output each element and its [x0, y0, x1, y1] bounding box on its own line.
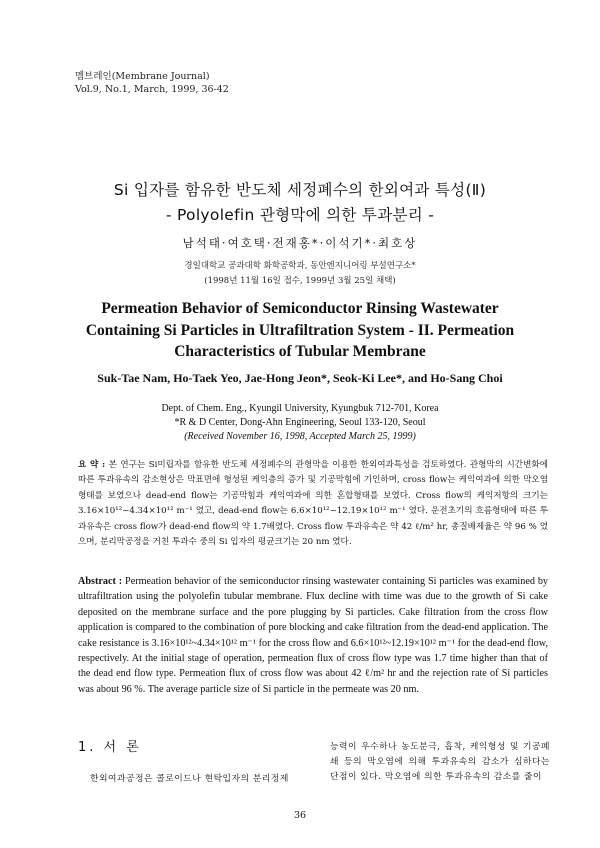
english-abstract	[78, 574, 548, 697]
korean-abstract-label: 요 약 :	[78, 460, 106, 470]
korean-dates: (1998년 11월 16일 접수, 1999년 3월 25일 채택)	[204, 276, 396, 286]
korean-title-line1: Si 입자를 함유한 반도체 세정폐수의 한외여과 특성(Ⅱ)	[113, 181, 487, 199]
korean-title-line2: - Polyolefin 관형막에 의한 투과분리 -	[165, 206, 435, 224]
left-column-text: 한외여과공정은 콜로이드나 현탁입자의 분리정제	[90, 774, 289, 784]
english-dates: (Received November 16, 1998, Accepted March 25, 1999)	[184, 431, 416, 442]
english-title: Permeation Behavior of Semiconductor Rinsing Wastewater Containing Si Particles in Ultrafiltration System - II. Permeation Characteristics of Tubular Membrane	[85, 300, 515, 360]
page-number: 36	[293, 810, 307, 821]
korean-abstract-text: 본 연구는 Si미립자를 함유한 반도체 세정폐수의 관형막을 이용한 한외여과특성을 검토하였다. 관형막의 시간변화에 따른 투과유속의 감소현상은 막표면에 형성된 케익층의 증가 및 기공막힘에 기인하며, cross flow는 케익여과에 의한 막오염 형태를 보였으나 dead-end flow는 기공막힘과 케익여과에 의한 혼합형태를 보였다. Cross flow의 케익저항의 크기는 3.16×10¹²~4.34×10¹² m⁻¹ 였고, dead-end flow는 6.6×10¹²~12.19×10¹² m⁻¹ 였다. 운전초기의 흐름형태에 따른 투과유속은 cross flow가 dead-end flow의 약 1.7배였다. Cross flow 투과유속은 약 42 ℓ/m² hr, 총질배제율은 약 96 % 였으며, 분리막공정을 거친 투과수 중의 Si 입자의 평균크기는 20 nm 였다.	[78, 460, 549, 548]
journal-volume: Vol.9, No.1, March, 1999, 36-42	[75, 84, 229, 95]
english-abstract-label: Abstract :	[78, 576, 123, 587]
english-abstract-text: Permeation behavior of the semiconductor rinsing wastewater containing Si particles was examined by ultrafiltration using the polyolefin tubular membrane. Flux decline with time was due to the growth of Si cake deposited on the membrane surface and the pore plugging by Si particles. Cake filtration from the cross flow application is compared to the combination of pore blocking and cake filtration from the dead-end application. The cake resistance is 3.16×10¹²~4.34×10¹² m⁻¹ for the cross flow and 6.6×10¹²~12.19×10¹² m⁻¹ for the dead-end flow, respectively. At the initial stage of operation, permeation flux of cross flow type was 1.7 time higher than that of the dead end flow type. Permeation flux of cross flow was about 42 ℓ/m² hr and the rejection rate of Si particles was about 96 %. The average particle size of Si particle in the permeate was 20 nm.	[78, 576, 549, 695]
korean-authors: 남석태·여호택·전재홍*·이석기*·최호상	[182, 236, 418, 250]
korean-affiliation: 경일대학교 공과대학 화학공학과, 동안엔지니어링 부설연구소*	[184, 261, 416, 271]
korean-abstract	[78, 458, 548, 550]
right-column-text: 능력이 우수하나 농도분극, 흡착, 케익형성 및 기공폐쇄 등의 막오염에 의해 투과유속의 감소가 심하다는 단점이 있다. 막오염에 의한 투과유속의 감소를 줄이	[330, 742, 550, 782]
section-heading: 1. 서 론	[78, 740, 142, 755]
english-affiliation-1: Dept. of Chem. Eng., Kyungil University, Kyungbuk 712-701, Korea	[161, 403, 439, 414]
journal-name: 멤브레인(Membrane Journal)	[75, 71, 210, 82]
journal-header	[75, 70, 229, 96]
english-authors: Suk-Tae Nam, Ho-Taek Yeo, Jae-Hong Jeon*, Seok-Ki Lee*, and Ho-Sang Choi	[97, 371, 503, 385]
english-affiliation-2: *R & D Center, Dong-Ahn Engineering, Seoul 133-120, Seoul	[174, 417, 426, 428]
